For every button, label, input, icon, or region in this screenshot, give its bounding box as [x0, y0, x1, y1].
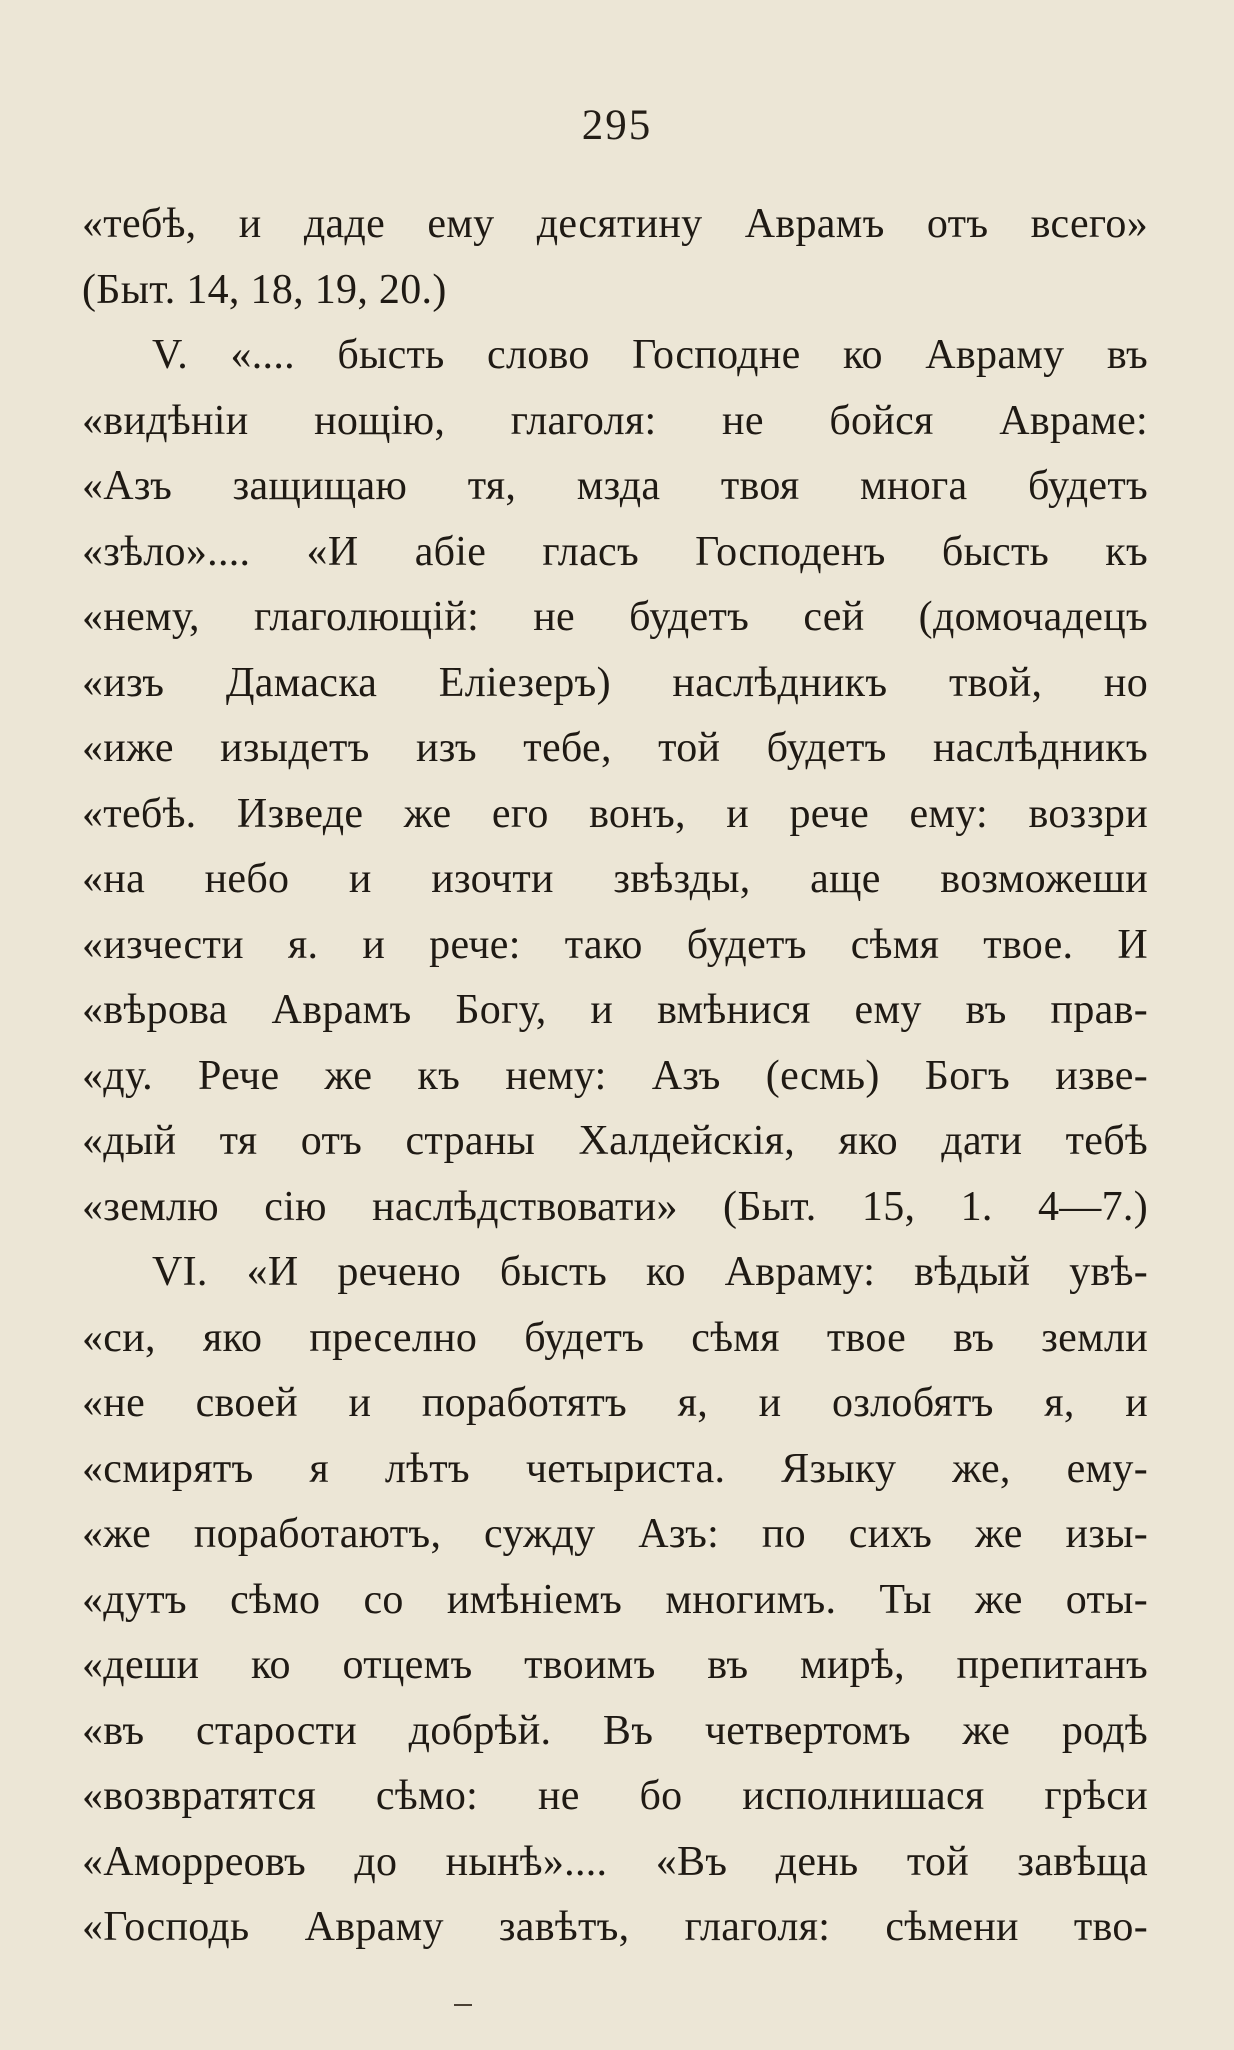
text-line: «возвратятся сѣмо: не бо исполнишася грѣси [82, 1773, 1148, 1819]
text-line: «же поработаютъ, сужду Азъ: по сихъ же изы- [82, 1511, 1148, 1557]
text-line: «землю сію наслѣдствовати» (Быт. 15, 1. 4—7.) [82, 1183, 1148, 1230]
footer-mark [454, 2004, 472, 2006]
text-line: «зѣло».... «И абіе гласъ Господенъ бысть къ [82, 528, 1148, 575]
text-line: «Аморреовъ до нынѣ».... «Въ день той завѣща [82, 1838, 1148, 1885]
text-line: «изчести я. и рече: тако будетъ сѣмя твое. И [82, 921, 1148, 968]
text-line: «иже изыдетъ изъ тебе, той будетъ наслѣдникъ [82, 725, 1148, 771]
text-line: (Быт. 14, 18, 19, 20.) [82, 266, 447, 313]
text-line: «нему, глаголющій: не будетъ сей (домочадецъ [82, 594, 1148, 640]
text-line: «тебѣ. Изведе же его вонъ, и рече ему: воззри [82, 790, 1148, 837]
body-text [82, 192, 1152, 1961]
text-line: «Господь Авраму завѣтъ, глаголя: сѣмени тво- [82, 1904, 1148, 1950]
text-line: «видѣніи нощію, глаголя: не бойся Авраме: [82, 397, 1148, 444]
text-line: «тебѣ, и даде ему десятину Аврамъ отъ всего» [82, 201, 1148, 247]
text-line: «си, яко преселно будетъ сѣмя твое въ земли [82, 1314, 1148, 1361]
text-line: «деши ко отцемъ твоимъ въ мирѣ, препитанъ [82, 1642, 1148, 1688]
text-line: «не своей и поработятъ я, и озлобятъ я, и [82, 1380, 1148, 1426]
text-line: «изъ Дамаска Еліезеръ) наслѣдникъ твой, но [82, 659, 1148, 706]
text-line: VI. «И речено бысть ко Авраму: вѣдый увѣ- [152, 1249, 1148, 1295]
text-line: «ду. Рече же къ нему: Азъ (есмь) Богъ изве- [82, 1052, 1148, 1099]
text-line: «дутъ сѣмо со имѣніемъ многимъ. Ты же оты- [82, 1576, 1148, 1623]
text-line: «на небо и изочти звѣзды, аще возможеши [82, 856, 1148, 902]
text-line: «смирятъ я лѣтъ четыриста. Языку же, ему- [82, 1445, 1148, 1492]
text-line: «вѣрова Аврамъ Богу, и вмѣнися ему въ прав- [82, 987, 1148, 1033]
text-line: «Азъ защищаю тя, мзда твоя многа будетъ [82, 463, 1148, 509]
text-line: «дый тя отъ страны Халдейскія, яко дати тебѣ [82, 1118, 1148, 1164]
text-line: «въ старости добрѣй. Въ четвертомъ же родѣ [82, 1707, 1148, 1754]
page-number: 295 [581, 102, 653, 149]
text-line: V. «.... бысть слово Господне ко Авраму въ [152, 332, 1148, 378]
